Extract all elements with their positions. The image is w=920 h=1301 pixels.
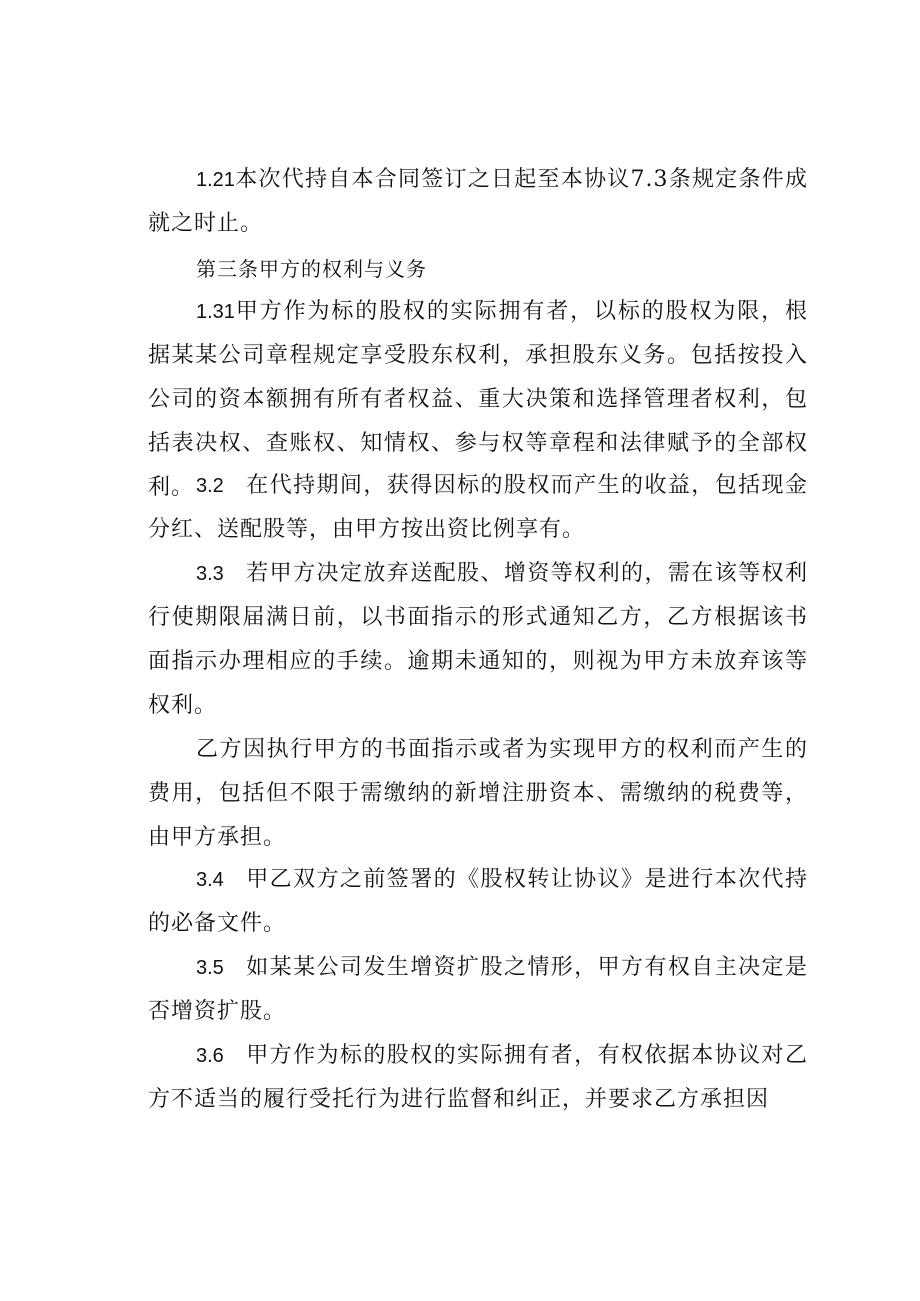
clause-text: 甲方作为标的股权的实际拥有者，有权依据本协议对乙方不适当的履行受托行为进行监督和纠正，并要求乙方承担因	[148, 1043, 808, 1112]
clause-text: 在代持期间，获得因标的股权而产生的收益，包括现金分红、送配股等，由甲方按出资比例享有。	[148, 473, 808, 542]
clause-3-5	[148, 946, 808, 1034]
article-3-heading: 第三条甲方的权利与义务	[196, 257, 427, 281]
clause-text: 乙方因执行甲方的书面指示或者为实现甲方的权利而产生的费用，包括但不限于需缴纳的新增注册资本、需缴纳的税费等，由甲方承担。	[148, 737, 808, 850]
clause-number: 3.3	[196, 563, 224, 585]
clause-number: 1.21	[196, 169, 235, 191]
clause-3-2	[148, 464, 808, 552]
clause-text: 甲方作为标的股权的实际拥有者，以标的股权为限，根据某某公司章程规定享受股东权利，承担股东义务。包括按投入公司的资本额拥有所有者权益、重大决策和选择管理者权利，包括表决权、查账权、知情权、参与权等章程和法律赋予的全部权利。	[148, 299, 808, 500]
clause-3-4	[148, 858, 808, 946]
clause-number: 3.6	[196, 1045, 224, 1067]
clause-number: 3.5	[196, 957, 224, 979]
clause-3-3-continued	[148, 728, 808, 860]
clause-text: 如某某公司发生增资扩股之情形，甲方有权自主决定是否增资扩股。	[148, 955, 808, 1024]
clause-3-3	[148, 552, 808, 728]
clause-number: 3.4	[196, 869, 224, 891]
clause-text: 本次代持自本合同签订之日起至本协议7.3条规定条件成就之时止。	[148, 167, 808, 236]
clause-number: 1.31	[196, 301, 235, 323]
clause-number: 3.2	[196, 475, 224, 497]
clause-3-6	[148, 1034, 808, 1122]
clause-1-21	[148, 158, 808, 246]
clause-text: 若甲方决定放弃送配股、增资等权利的，需在该等权利行使期限届满日前，以书面指示的形式通知乙方，乙方根据该书面指示办理相应的手续。逾期未通知的，则视为甲方未放弃该等权利。	[148, 561, 808, 718]
clause-text: 甲乙双方之前签署的《股权转让协议》是进行本次代持的必备文件。	[148, 867, 808, 936]
